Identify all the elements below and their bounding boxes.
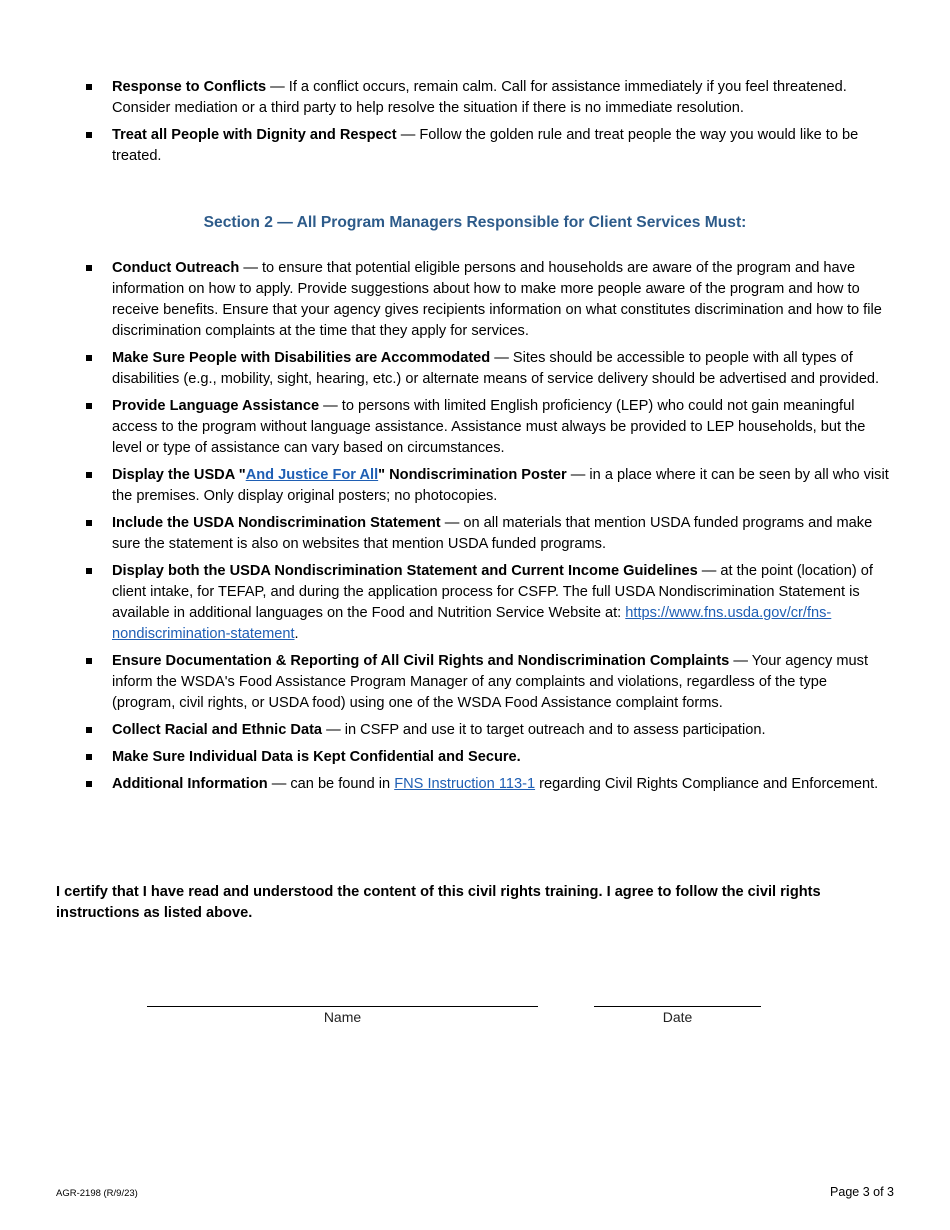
square-bullet-icon: [86, 403, 92, 409]
square-bullet-icon: [86, 658, 92, 664]
name-signature-line[interactable]: [147, 1006, 538, 1007]
list-item: Response to Conflicts — If a conflict occurs, remain calm. Call for assistance immediately if you feel threatened. Consider mediation or a third party to help resolve the situation if there is no immediate resolution.: [84, 77, 894, 119]
certification-statement: I certify that I have read and understood the content of this civil rights training. I agree to follow the civil rights instructions as listed above.: [56, 884, 821, 921]
list-item: Collect Racial and Ethnic Data — in CSFP and use it to target outreach and to assess participation.: [84, 720, 894, 741]
square-bullet-icon: [86, 568, 92, 574]
list-item: Make Sure People with Disabilities are Accommodated — Sites should be accessible to people with all types of disabilities (e.g., mobility, sight, hearing, etc.) or alternate means of service delivery should be advertised and provided.: [84, 348, 894, 390]
square-bullet-icon: [86, 132, 92, 138]
section-heading: Section 2 — All Program Managers Responsible for Client Services Must:: [203, 214, 747, 231]
square-bullet-icon: [86, 265, 92, 271]
square-bullet-icon: [86, 754, 92, 760]
list-item: Additional Information — can be found in FNS Instruction 113-1 regarding Civil Rights Compliance and Enforcement.: [84, 774, 894, 795]
list-item: Display the USDA "And Justice For All" Nondiscrimination Poster — in a place where it can be seen by all who visit the premises. Only display original posters; no photocopies.: [84, 465, 894, 507]
conduct-bullet-list: [84, 77, 894, 173]
square-bullet-icon: [86, 355, 92, 361]
list-item: Display both the USDA Nondiscrimination Statement and Current Income Guidelines — at the point (location) of client intake, for TEFAP, and during the application process for CSFP. The full USDA Nondiscrimination Statement is available in additional languages on the Food and Nutrition Service Website at: https://www.fns.usda.gov/cr/fns-nondiscrimination-statement.: [84, 561, 894, 645]
list-item: Conduct Outreach — to ensure that potential eligible persons and households are aware of the program and have information on how to apply. Provide suggestions about how to make more people aware of the program and how to receive benefits. Ensure that your agency gives recipients information on what constitutes discrimination and how to file discrimination complaints at the time that they apply for services.: [84, 258, 894, 342]
square-bullet-icon: [86, 84, 92, 90]
square-bullet-icon: [86, 472, 92, 478]
list-item: Make Sure Individual Data is Kept Confidential and Secure.: [84, 747, 894, 768]
square-bullet-icon: [86, 520, 92, 526]
manager-requirements-list: [84, 258, 894, 801]
name-label: Name: [323, 1009, 362, 1025]
nondiscrimination-statement-link[interactable]: https://www.fns.usda.gov/cr/fns-nondiscrimination-statement: [112, 605, 832, 642]
form-id: AGR-2198 (R/9/23): [56, 1188, 138, 1199]
date-label: Date: [662, 1009, 693, 1025]
page-number: Page 3 of 3: [830, 1185, 894, 1199]
list-item: Ensure Documentation & Reporting of All Civil Rights and Nondiscrimination Complaints — Your agency must inform the WSDA's Food Assistance Program Manager of any complaints and violations, regardless of the type (program, civil rights, or USDA food) using one of the WSDA Food Assistance complaint forms.: [84, 651, 894, 714]
fns-instruction-link[interactable]: FNS Instruction 113-1: [394, 776, 536, 792]
list-item: Treat all People with Dignity and Respect — Follow the golden rule and treat people the way you would like to be treated.: [84, 125, 894, 167]
list-item: Provide Language Assistance — to persons with limited English proficiency (LEP) who could not gain meaningful access to the program without language assistance. Assistance must always be provided to LEP households, but the level or type of assistance can vary based on circumstances.: [84, 396, 894, 459]
square-bullet-icon: [86, 727, 92, 733]
and-justice-for-all-link[interactable]: And Justice For All: [245, 467, 379, 483]
square-bullet-icon: [86, 781, 92, 787]
date-signature-line[interactable]: [594, 1006, 761, 1007]
list-item: Include the USDA Nondiscrimination Statement — on all materials that mention USDA funded programs and make sure the statement is also on websites that mention USDA funded programs.: [84, 513, 894, 555]
